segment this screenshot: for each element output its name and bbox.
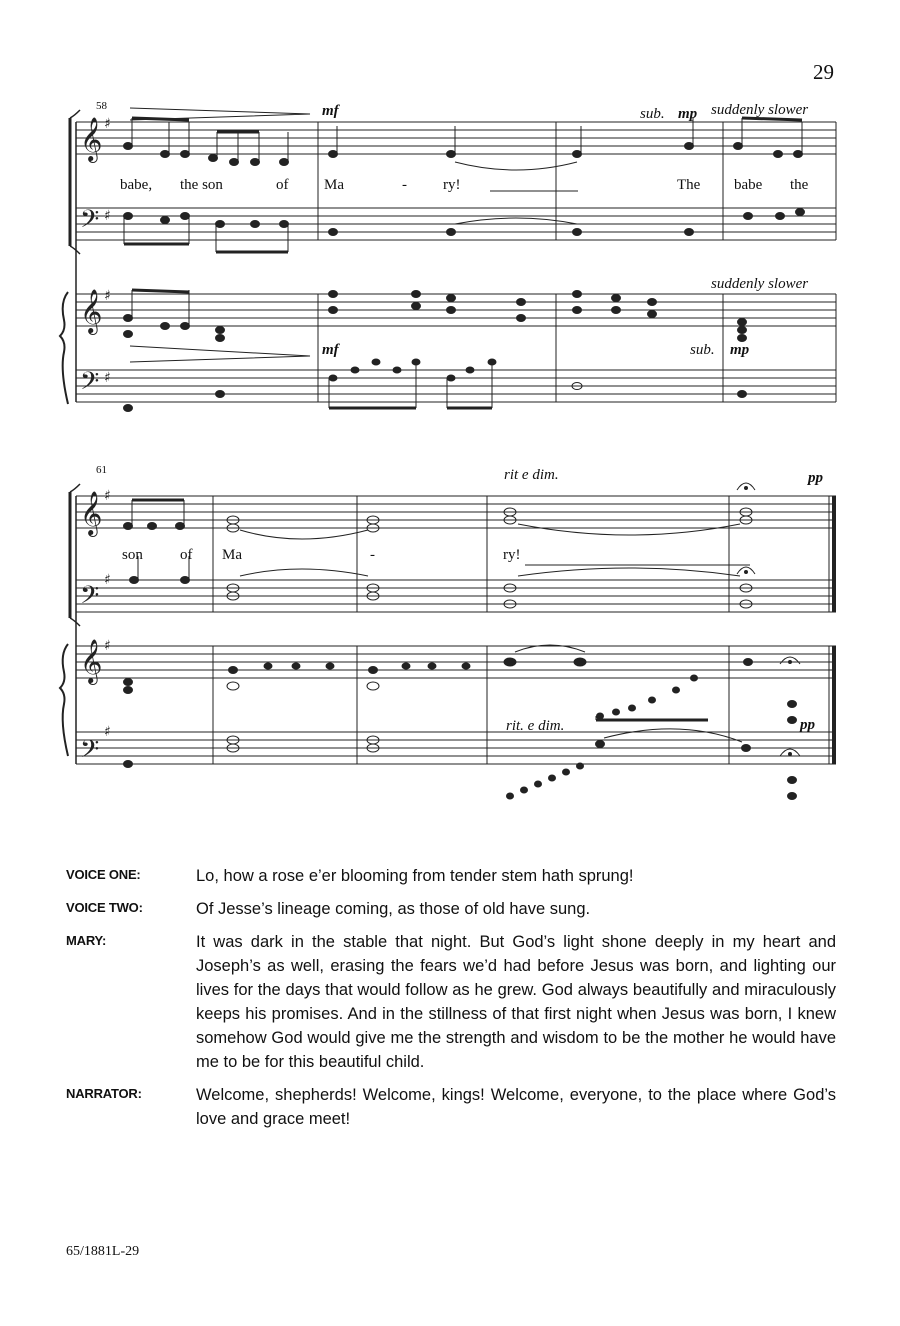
dialogue-text: Lo, how a rose e’er blooming from tender stem hath sprung! [196,867,634,885]
speaker-label: VOICE TWO: [66,900,143,915]
staff-bass-piano-2 [76,732,836,764]
tempo-marking: suddenly slower [711,102,809,118]
lyric: ry! [503,547,521,563]
lyric: of [180,547,193,563]
lyric: son [122,547,143,563]
svg-text:𝄞: 𝄞 [80,117,103,161]
svg-text:♯: ♯ [104,572,111,588]
lyric: the [790,177,809,193]
lyric: babe [734,177,763,193]
dynamic-mp: mp [678,106,698,122]
dynamic-pp: pp [808,470,823,486]
lyric: Ma [324,177,344,193]
svg-text:𝄢: 𝄢 [80,735,100,770]
dialogue-text: Welcome, shepherds! Welcome, kings! Welcome, everyone, to the place where God’s love and grace meet! [196,1086,836,1128]
lyric: of [276,177,289,193]
dialogue-text: Of Jesse’s lineage coming, as those of old have sung. [196,900,591,918]
svg-text:♯: ♯ [104,488,111,504]
piano-dynamic-mp: mp [730,342,750,358]
dialogue-row [66,930,836,1074]
footer-code: 65/1881L-29 [66,1244,140,1259]
dialogue-text: It was dark in the stable that night. But God’s light shone deeply in my heart and Joseph’s as well, erasing the fears we’d had before Jesus was born, and lighting our lives for the days that would follow as he grew. God always beautifully and miraculously keeps his promises. And in the stillness of that first night when Jesus was born, I knew somehow God would give me the strength and wisdom to be the mother he would have me to be for this beautiful child. [196,933,836,1071]
speaker-label: MARY: [66,933,107,948]
speaker-label: NARRATOR: [66,1086,142,1101]
page-number: 29 [813,60,834,84]
measure-number-61: 61 [96,464,107,476]
dialogue-row [66,1083,836,1131]
svg-text:𝄢: 𝄢 [80,205,100,240]
piano-tempo-marking: suddenly slower [711,276,809,292]
rit-e-dim: rit e dim. [504,467,559,483]
piano-dynamic-pp: pp [800,717,815,733]
svg-text:♯: ♯ [104,724,111,740]
staff-treble-voices-2 [76,496,836,528]
svg-text:𝄢: 𝄢 [80,581,100,616]
lyric: babe, [120,177,153,193]
svg-text:♯: ♯ [104,288,111,304]
staff-treble-piano-2 [76,646,836,678]
lyric: - [370,547,375,563]
staff-treble-voices-1 [76,122,836,154]
dialogue-section [66,864,836,1140]
lyric: The [677,177,701,193]
dynamic-mf: mf [322,103,339,119]
svg-text:♯: ♯ [104,208,111,224]
measure-number-58: 58 [96,100,107,112]
dialogue-row [66,897,836,921]
svg-text:𝄢: 𝄢 [80,367,100,402]
piano-rit-e-dim: rit. e dim. [506,718,565,734]
staff-bass-voices-2 [76,580,836,612]
svg-text:𝄞: 𝄞 [80,639,103,683]
lyric: - [402,177,407,193]
dynamic-sub: sub. [640,106,665,122]
svg-text:𝄞: 𝄞 [80,289,103,333]
speaker-label: VOICE ONE: [66,867,141,882]
lyric: the son [180,177,223,193]
svg-text:♯: ♯ [104,370,111,386]
svg-text:♯: ♯ [104,638,111,654]
svg-text:𝄞: 𝄞 [80,491,103,535]
staff-bass-piano-1 [76,370,836,402]
dialogue-row [66,864,836,888]
piano-dynamic-sub: sub. [690,342,715,358]
piano-dynamic-mf: mf [322,342,339,358]
lyric: ry! [443,177,461,193]
svg-text:♯: ♯ [104,116,111,132]
lyric: Ma [222,547,242,563]
